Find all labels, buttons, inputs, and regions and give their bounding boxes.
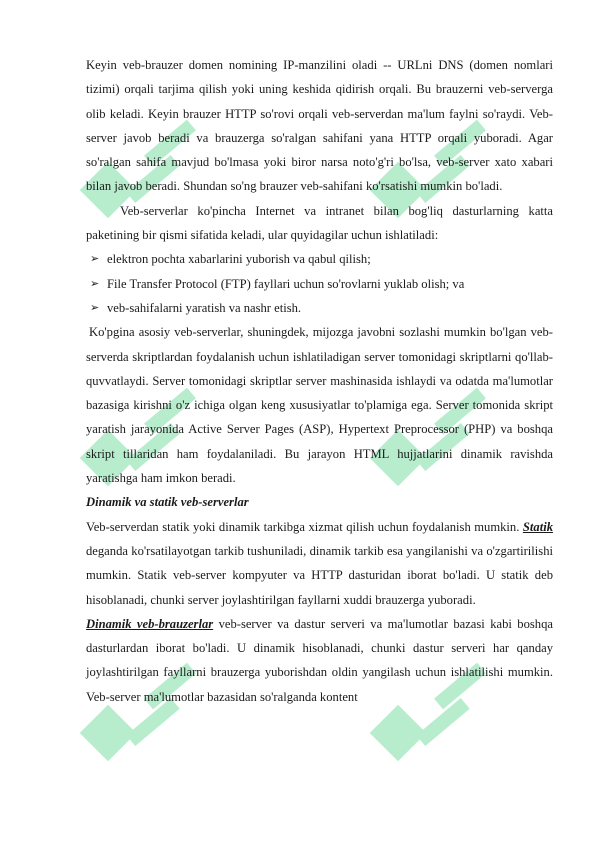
arrow-bullet-icon: ➢: [90, 253, 100, 266]
term-dynamic: Dinamik veb-brauzerlar: [86, 616, 214, 631]
paragraph-3: Ko'pgina asosiy veb-serverlar, shuningdek, mijozga javobni sozlashi mumkin bo'lgan veb-serverda skriptlardan foydalanish uchun ishlatiladigan server tomonidagi skriptlarni qo'llab-quvvatlaydi. Server tomonidagi skriptlar server mashinasida ishlaydi va odatda ma'lumotlar bazasiga kirishni o'z ichiga olgan keng xususiyatlar to'plamiga ega. Server tomonida skript yaratish jarayonida Active Server Pages (ASP), Hypertext Preprocessor (PHP) va boshqa skript tillaridan ham foydalaniladi. Bu jarayon HTML hujjatlarini dinamik ravishda yaratishga ham imkon beradi.: [86, 325, 553, 486]
arrow-bullet-icon: ➢: [90, 301, 100, 314]
list-item: ➢ elektron pochta xabarlarini yuborish va qabul qilish;: [86, 247, 553, 271]
term-static: Statik: [522, 519, 553, 534]
bullet-list: [86, 247, 553, 320]
arrow-bullet-icon: ➢: [90, 277, 100, 290]
paragraph-1: Keyin veb-brauzer domen nomining IP-manzilini oladi -- URLni DNS (domen nomlari tizimi) orqali tarjima qilish yoki uning keshida qidirish orqali. Bu brauzerni veb-serverga olib keladi. Keyin brauzer HTTP so'rovi orqali veb-serverdan ma'lum faylni so'raydi. Veb-server javob beradi va brauzerga so'ralgan sahifani yana HTTP orqali yuboradi. Agar so'ralgan sahifa mavjud bo'lmasa yoki biror narsa noto'g'ri bo'lsa, veb-server xato xabari bilan javob beradi. Shundan so'ng brauzer veb-sahifani ko'rsatishi mumkin bo'ladi.: [86, 58, 553, 194]
body-text: [86, 53, 553, 709]
paragraph-4: Veb-serverdan statik yoki dinamik tarkibga xizmat qilish uchun foydalanish mumkin. Statik deganda ko'rsatilayotgan tarkib tushuniladi, dinamik tarkib esa yangilanishi va o'zgartirilishi mumkin. Statik veb-server kompyuter va HTTP dasturidan iborat bo'ladi. U statik deb hisoblanadi, chunki server joylashtirilgan fayllarni xuddi brauzerga yuboradi.: [86, 519, 553, 607]
list-item: ➢ veb-sahifalarni yaratish va nashr etish.: [86, 296, 553, 320]
paragraph-5: Dinamik veb-brauzerlar veb-server va dastur serveri va ma'lumotlar bazasi kabi boshqa dasturlardan iborat bo'ladi. U dinamik hisoblanadi, chunki dastur serveri har qanday joylashtirilgan fayllarni brauzerga yuborishdan oldin yangilash uchun ishlatilishi mumkin. Veb-server ma'lumotlar bazasidan so'ralganda kontent: [86, 616, 553, 704]
section-heading: Dinamik va statik veb-serverlar: [86, 495, 249, 510]
paragraph-2: Veb-serverlar ko'pincha Internet va intranet bilan bog'liq dasturlarning katta paketining bir qismi sifatida keladi, ular quyidagilar uchun ishlatiladi:: [86, 203, 553, 243]
list-item: ➢ File Transfer Protocol (FTP) fayllari uchun so'rovlarni yuklab olish; va: [86, 272, 553, 296]
